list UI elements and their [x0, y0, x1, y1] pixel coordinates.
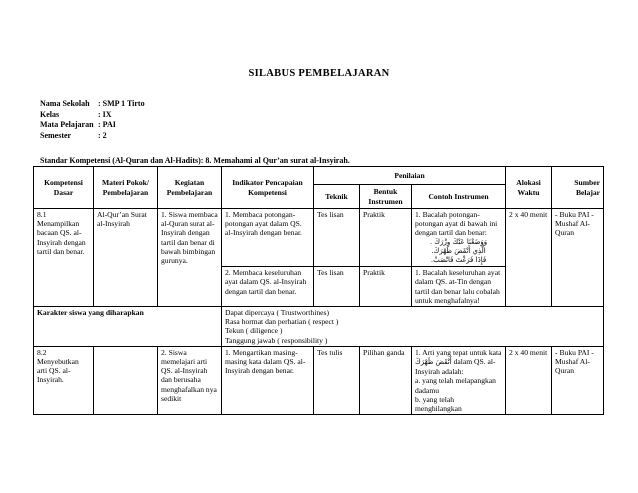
karakter-item: Tanggung jawab ( responsibility ) — [225, 335, 328, 345]
indikator-8-1-1: 1. Membaca potongan-potongan ayat dalam QS. al-Insyirah dengan benar. — [222, 209, 314, 267]
meta-row-class — [40, 110, 145, 121]
alokasi-8-1: 2 x 40 menit — [506, 209, 552, 307]
arabic-phrase: أَنْقَضَ ظَهْرَكَ — [415, 358, 452, 367]
contoh-8-1-2: 1. Bacalah keseluruhan ayat dalam QS. at-Tin dengan tartil dan benar lalu cobalah untuk menghafalnya! — [412, 267, 506, 307]
contoh-text: 1. Arti yang tepat untuk kata — [415, 347, 502, 357]
bentuk-8-1-1: Praktik — [360, 209, 412, 267]
karakter-item: Tekun ( diligence ) — [225, 326, 283, 336]
option-a: a. yang telah melapangkan dadamu — [415, 376, 496, 395]
karakter-item: Dapat dipercaya ( Trustworthines) — [225, 308, 329, 318]
meta-value: : SMP 1 Tirto — [98, 99, 145, 108]
header-kegiatan: Kegiatan Pembelajaran — [158, 167, 222, 209]
sumber-8-1: - Buku PAI - Mushaf Al-Quran — [552, 209, 604, 307]
header-bentuk: Bentuk Instrumen — [360, 185, 412, 209]
contoh-8-2 — [412, 346, 506, 414]
meta-label: Mata Pelajaran — [40, 120, 94, 129]
header-alokasi: Alokasi Waktu — [506, 167, 552, 209]
meta-row-subject — [40, 120, 145, 131]
kd-8-2: 8.2 Menyebutkan arti QS. al-Insyirah. — [34, 346, 94, 414]
page-title: SILABUS PEMBELAJARAN — [248, 68, 390, 79]
meta-value: : PAI — [98, 120, 116, 129]
alokasi-8-2: 2 x 40 menit — [506, 346, 552, 414]
meta-value: : IX — [98, 109, 112, 119]
competency-standard: Standar Kompetensi (Al-Quran dan Al-Hadits): 8. Memahami al Qur’an surat al-Insyirah. — [40, 156, 350, 165]
kd-8-1: 8.1 Menampilkan bacaan QS. al-Insyirah dengan tartil dan benar. — [34, 209, 94, 307]
identity-block — [40, 99, 145, 141]
karakter-label: Karakter siswa yang diharapkan — [34, 307, 222, 347]
sumber-8-2: - Buku PAI - Mushaf Al-Quran — [552, 346, 604, 414]
header-indikator: Indikator Pencapaian Kompetensi — [222, 167, 314, 209]
contoh-text: dalam QS. al-Insyirah adalah: — [415, 357, 496, 377]
teknik-8-1-1: Tes lisan — [314, 209, 360, 267]
header-contoh: Contoh Instrumen — [412, 185, 506, 209]
indikator-8-2: 1. Mengartikan masing-masing kata dalam QS. al-Insyirah dengan benar. — [222, 346, 314, 414]
teknik-8-1-2: Tes lisan — [314, 267, 360, 307]
header-materi: Materi Pokok/ Pembelajaran — [94, 167, 158, 209]
indikator-8-1-2: 2. Membaca keseluruhan ayat dalam QS. al-Insyirah dengan tartil dan benar. — [222, 267, 314, 307]
header-penilaian: Penilaian — [314, 167, 506, 185]
option-b: b. yang telah menghilangkan — [415, 394, 462, 414]
arabic-verse-3: فَإِذَا فَرَغْتَ فَانْصَبْ. — [430, 256, 487, 265]
materi-8-2 — [94, 346, 158, 414]
arabic-verse-2: الَّذِي أَنْقَضَ ظَهْرَكَ. — [431, 246, 486, 255]
meta-value: : 2 — [98, 130, 107, 140]
meta-label: Nama Sekolah — [40, 99, 90, 108]
syllabus-table — [33, 166, 604, 415]
karakter-item: Rasa hormat dan perhatian ( respect ) — [225, 317, 339, 327]
bentuk-8-2: Pilihan ganda — [360, 346, 412, 414]
contoh-8-1-1 — [412, 209, 506, 267]
kegiatan-8-1: 1. Siswa membaca al-Quran surat al-Insyirah dengan tartil dan benar di bawah bimbingan gurunya. — [158, 209, 222, 307]
header-kompetensi: Kompetensi Dasar — [34, 167, 94, 209]
karakter-list — [222, 307, 604, 347]
meta-label: Semester — [40, 130, 72, 140]
header-sumber: Sumber Belajar — [552, 167, 604, 209]
meta-row-semester — [40, 131, 145, 142]
bentuk-8-1-2: Praktik — [360, 267, 412, 307]
kegiatan-8-2: 2. Siswa memelajari arti QS. al-Insyirah dan berusaha menghafalkan nya sedikit — [158, 346, 222, 414]
header-teknik: Teknik — [314, 185, 360, 209]
materi-8-1: Al-Qur’an Surat al-Insyirah — [94, 209, 158, 307]
arabic-verse-1: وَوَضَعْنَا عَنْكَ وِزْرَكَ . — [429, 237, 488, 246]
teknik-8-2: Tes tulis — [314, 346, 360, 414]
contoh-text: 1. Bacalah potongan-potongan ayat di bawah ini dengan tartil dan benar: — [415, 210, 498, 238]
meta-label: Kelas — [40, 109, 60, 119]
meta-row-school — [40, 99, 145, 110]
